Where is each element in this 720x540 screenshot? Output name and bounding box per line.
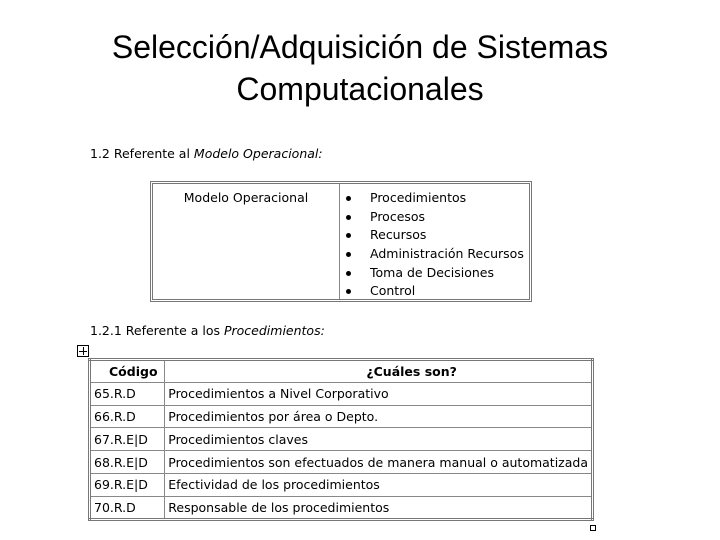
section-heading <box>90 146 323 161</box>
row-description: Procedimientos por área o Depto. <box>165 405 593 428</box>
model-label-cell <box>153 184 340 299</box>
row-description: Responsable de los procedimientos <box>165 496 593 519</box>
row-code: 68.R.E|D <box>90 451 165 474</box>
table-row <box>90 382 593 405</box>
header-code: Código <box>90 360 165 383</box>
bullet-icon <box>346 289 351 294</box>
table-header-row <box>90 360 593 383</box>
section-heading-prefix: 1.2 Referente al <box>90 146 194 161</box>
row-description: Procedimientos claves <box>165 428 593 451</box>
operational-model-table <box>150 181 532 302</box>
table-row <box>90 473 593 496</box>
bullet-icon <box>346 196 351 201</box>
slide-title <box>0 26 720 110</box>
table-move-handle-icon[interactable] <box>77 345 89 357</box>
row-code: 70.R.D <box>90 496 165 519</box>
table-row <box>90 405 593 428</box>
model-item: Control <box>346 282 529 301</box>
model-item: Procedimientos <box>346 189 529 208</box>
model-items-cell <box>340 184 529 299</box>
model-item: Procesos <box>346 208 529 227</box>
model-items-list <box>346 189 529 301</box>
title-line-1: Selección/Adquisición de Sistemas <box>111 29 609 65</box>
row-description: Procedimientos a Nivel Corporativo <box>165 382 593 405</box>
procedures-table <box>88 358 594 521</box>
row-code: 66.R.D <box>90 405 165 428</box>
subsection-heading <box>90 323 325 338</box>
title-line-2: Computacionales <box>236 71 484 107</box>
model-item: Toma de Decisiones <box>346 264 529 283</box>
subsection-heading-prefix: 1.2.1 Referente a los <box>90 323 224 338</box>
row-description: Efectividad de los procedimientos <box>165 473 593 496</box>
table-row <box>90 428 593 451</box>
bullet-icon <box>346 215 351 220</box>
header-what: ¿Cuáles son? <box>165 360 593 383</box>
bullet-icon <box>346 233 351 238</box>
table-row <box>90 496 593 519</box>
row-code: 69.R.E|D <box>90 473 165 496</box>
bullet-icon <box>346 252 351 257</box>
table-resize-handle[interactable] <box>590 525 596 531</box>
row-code: 67.R.E|D <box>90 428 165 451</box>
model-item: Administración Recursos <box>346 245 529 264</box>
table-row <box>90 451 593 474</box>
row-code: 65.R.D <box>90 382 165 405</box>
model-label: Modelo Operacional <box>183 190 309 205</box>
bullet-icon <box>346 271 351 276</box>
model-item: Recursos <box>346 226 529 245</box>
row-description: Procedimientos son efectuados de manera manual o automatizada <box>165 451 593 474</box>
section-heading-emphasis: Modelo Operacional: <box>193 146 323 161</box>
subsection-heading-emphasis: Procedimientos: <box>223 323 325 338</box>
